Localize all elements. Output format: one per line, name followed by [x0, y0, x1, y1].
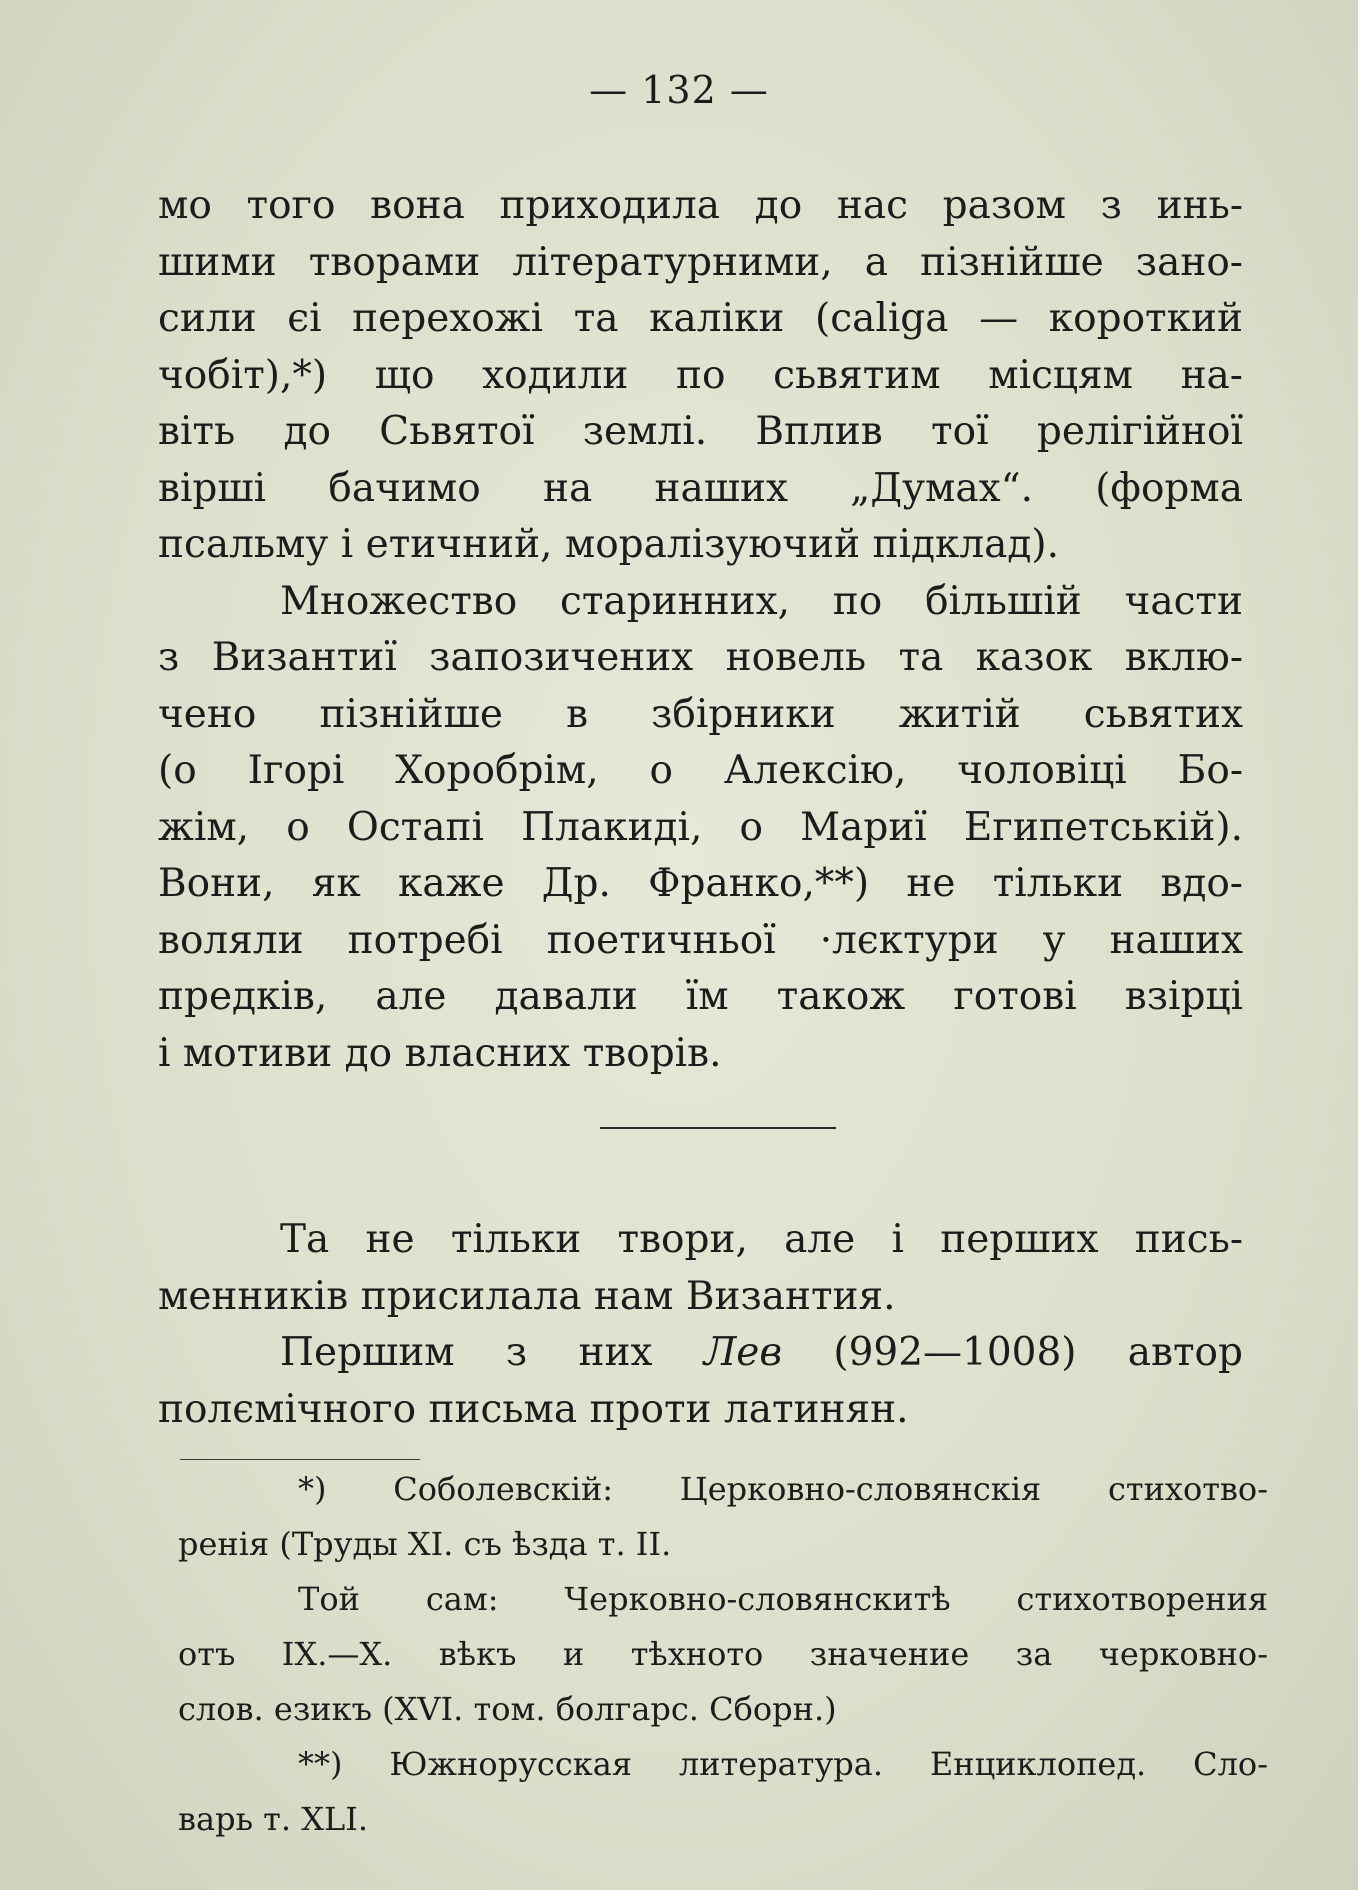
main-text-lower: [158, 1212, 1243, 1438]
footnotes: [178, 1462, 1268, 1847]
text-line: полємічного письма проти латинян.: [158, 1386, 909, 1432]
text-line: [158, 1325, 1243, 1382]
text-fragment: Першим з них: [280, 1330, 704, 1375]
text-line: жім, о Остапі Плакиді, о Мариї Египетській).: [158, 804, 1243, 850]
text-line: Та не тільки твори, але і перших пись-: [280, 1217, 1243, 1262]
text-line: псальму і етичний, моралізуючий підклад).: [158, 522, 1059, 567]
text-line: і мотиви до власних творів.: [158, 1030, 722, 1076]
paragraph-3: [158, 1212, 1243, 1325]
text-line: мо того вона приходила до нас разом з инь-: [158, 183, 1243, 228]
text-fragment: (992—1008) автор: [782, 1330, 1243, 1375]
text-line: воляли потребі поетичньої ·лєктури у наших: [158, 917, 1243, 963]
text-line: вірші бачимо на наших „Думах“. (форма: [158, 465, 1243, 511]
text-line: з Византиї запозичених новель та казок вклю-: [158, 635, 1243, 680]
text-line: предків, але давали їм також готові взірці: [158, 974, 1243, 1019]
text-line: чено пізнійше в збірники житій сьвятих: [158, 691, 1243, 737]
footnote-line: ренія (Труды XI. съ ѣзда т. II.: [178, 1525, 672, 1563]
footnote-rule: [180, 1459, 420, 1460]
page-number: — 132 —: [589, 68, 769, 112]
text-line: менників присилала нам Византия.: [158, 1273, 896, 1319]
footnote-line: отъ IX.—X. вѣкъ и тѣхното значение за черковно-: [178, 1635, 1268, 1673]
text-line: чобіт),*) що ходили по сьвятим місцям на-: [158, 352, 1243, 398]
text-line: шими творами літературними, а пізнійше зано-: [158, 239, 1243, 285]
paragraph-1: [158, 178, 1243, 574]
text-line: сили єі перехожі та каліки (caliga — короткий: [158, 296, 1243, 341]
footnote-line: варь т. XLI.: [178, 1800, 369, 1838]
footnote-line: слов. езикъ (XVI. том. болгарс. Сборн.): [178, 1690, 837, 1728]
text-line: Множество старинних, по більшій части: [280, 578, 1243, 624]
section-separator: [600, 1127, 836, 1129]
main-text-upper: [158, 178, 1243, 1082]
author-name: Лев: [703, 1330, 783, 1375]
text-line: Вони, як каже Др. Франко,**) не тільки вдо-: [158, 861, 1243, 906]
paragraph-2: [158, 574, 1243, 1083]
paragraph-4: [158, 1325, 1243, 1438]
text-line: (о Ігорі Хоробрім, о Алексію, чоловіці Бо-: [158, 748, 1243, 793]
footnote-line: **) Южнорусская литература. Енциклопед. Сло-: [298, 1745, 1268, 1783]
footnote-line: Той сам: Черковно-словянскитѣ стихотворения: [298, 1580, 1268, 1618]
text-line: віть до Сьвятої землі. Вплив тої релігійної: [158, 409, 1243, 454]
footnote-line: *) Соболевскій: Церковно-словянскія стихотво-: [298, 1470, 1268, 1508]
